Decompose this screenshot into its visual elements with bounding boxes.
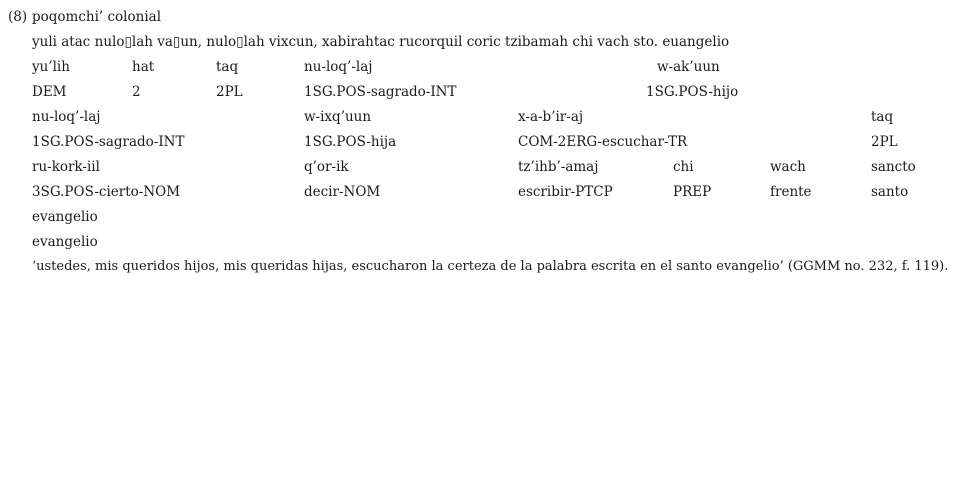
word: evangelio: [32, 209, 98, 225]
word: taq: [216, 59, 239, 75]
word: tz’ihb’-amaj: [518, 159, 599, 175]
word: w-ak’uun: [657, 59, 720, 75]
gloss: 2: [132, 84, 141, 100]
gloss: 1SG.POS-hijo: [646, 84, 739, 100]
gloss: COM-2ERG-escuchar-TR: [518, 134, 688, 150]
gloss: 3SG.POS-cierto-NOM: [32, 184, 181, 200]
gloss: evangelio: [32, 234, 98, 250]
example-number: (8): [8, 9, 28, 25]
word: yu’lih: [32, 59, 70, 75]
word: nu-loq’-laj: [304, 59, 373, 75]
original-text-line: yuli atac nulo▯lah va▯un, nulo▯lah vixcun, xabirahtac rucorquil coric tzibamah chi vach sto. euangelio: [32, 34, 730, 50]
word: q’or-ik: [304, 159, 349, 175]
gloss: 2PL: [871, 134, 898, 150]
gloss: escribir-PTCP: [518, 184, 613, 200]
word: chi: [673, 159, 694, 175]
free-translation: ‘ustedes, mis queridos hijos, mis queridas hijas, escucharon la certeza de la palabra escrita en el santo evangelio’ (GGMM no. 232, f. 119).: [32, 259, 949, 274]
gloss: decir-NOM: [304, 184, 381, 200]
word: x-a-b’ir-aj: [518, 109, 584, 125]
gloss: 1SG.POS-sagrado-INT: [32, 134, 185, 150]
word: ru-kork-iil: [32, 159, 100, 175]
gloss: 2PL: [216, 84, 243, 100]
gloss: santo: [871, 184, 909, 200]
word: sancto: [871, 159, 916, 175]
word: w-ixq’uun: [304, 109, 372, 125]
gloss: 1SG.POS-hija: [304, 134, 397, 150]
gloss: frente: [770, 184, 812, 200]
word: taq: [871, 109, 894, 125]
word: wach: [770, 159, 806, 175]
gloss: DEM: [32, 84, 67, 100]
word: nu-loq’-laj: [32, 109, 101, 125]
gloss: 1SG.POS-sagrado-INT: [304, 84, 457, 100]
gloss: PREP: [673, 184, 712, 200]
word: hat: [132, 59, 155, 75]
example-title: poqomchi’ colonial: [32, 9, 162, 25]
